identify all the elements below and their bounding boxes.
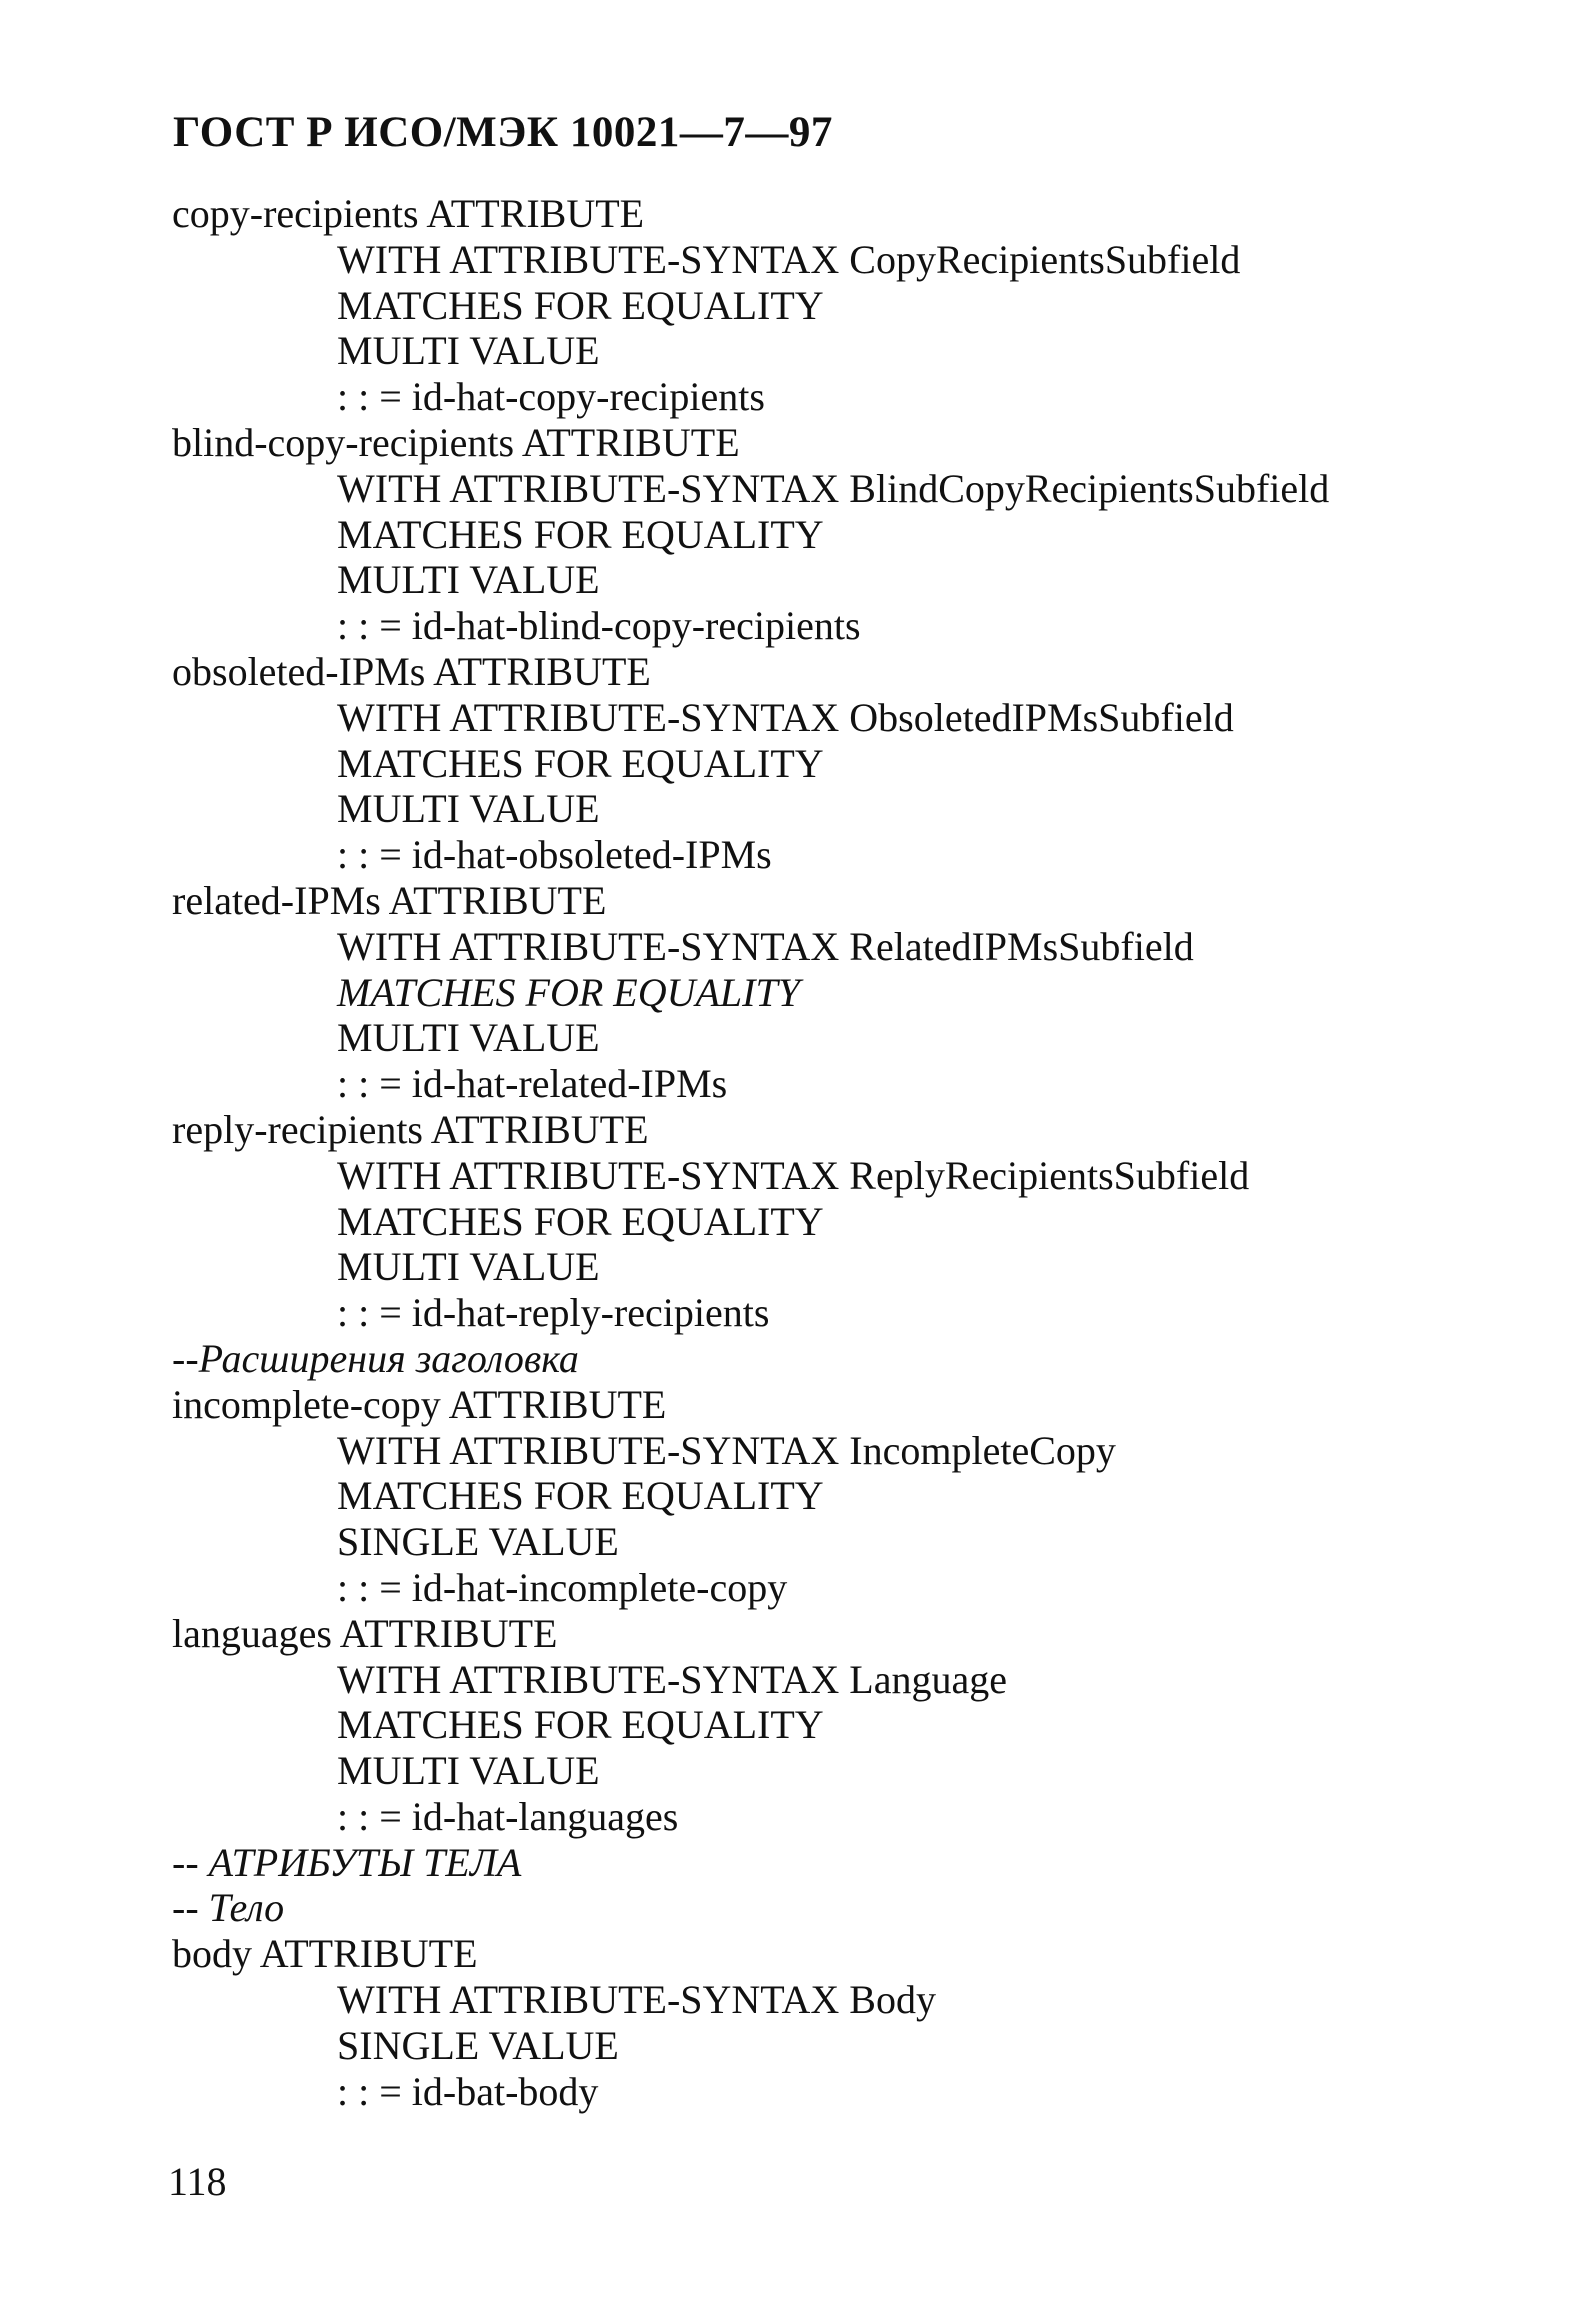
attribute-name-line: copy-recipients ATTRIBUTE: [172, 191, 645, 236]
definition-line: WITH ATTRIBUTE-SYNTAX CopyRecipientsSubfield: [337, 236, 1241, 282]
attribute-name-line: incomplete-copy ATTRIBUTE: [172, 1381, 667, 1427]
definition-line: : : = id-bat-body: [337, 2068, 599, 2114]
definition-line: MULTI VALUE: [337, 786, 600, 832]
attribute-name-line: reply-recipients ATTRIBUTE: [172, 1106, 649, 1152]
comment-line: -- Тело: [172, 1885, 285, 1931]
definition-line: MATCHES FOR EQUALITY: [337, 1473, 824, 1519]
definition-line: : : = id-hat-related-IPMs: [337, 1061, 728, 1107]
attribute-name-line: languages ATTRIBUTE: [172, 1610, 558, 1656]
definition-line: SINGLE VALUE: [337, 1519, 619, 1565]
definition-line: MATCHES FOR EQUALITY: [337, 282, 824, 328]
comment-line: --Расширения заголовка: [172, 1335, 579, 1381]
definition-line: WITH ATTRIBUTE-SYNTAX IncompleteCopy: [337, 1427, 1116, 1473]
attribute-name-line: obsoleted-IPMs ATTRIBUTE: [172, 648, 651, 694]
definition-line: : : = id-hat-languages: [337, 1793, 679, 1839]
definition-line: MATCHES FOR EQUALITY: [337, 1702, 824, 1748]
definition-line: WITH ATTRIBUTE-SYNTAX Body: [337, 1977, 936, 2023]
attribute-name-line: blind-copy-recipients ATTRIBUTE: [172, 419, 740, 465]
definition-line: MATCHES FOR EQUALITY: [337, 1198, 824, 1244]
definition-line: MULTI VALUE: [337, 557, 600, 603]
attribute-name-line: body ATTRIBUTE: [172, 1931, 478, 1977]
definition-line: MATCHES FOR EQUALITY: [337, 511, 824, 557]
definition-line: SINGLE VALUE: [337, 2022, 619, 2068]
definition-line: MULTI VALUE: [337, 1748, 600, 1794]
definition-line: MULTI VALUE: [337, 1015, 600, 1061]
definition-line: MATCHES FOR EQUALITY: [337, 740, 824, 786]
definition-line: WITH ATTRIBUTE-SYNTAX RelatedIPMsSubfield: [337, 923, 1194, 969]
definition-line: MULTI VALUE: [337, 1244, 600, 1290]
definition-line: WITH ATTRIBUTE-SYNTAX BlindCopyRecipientsSubfield: [337, 465, 1330, 511]
definition-line: MATCHES FOR EQUALITY: [337, 969, 800, 1015]
definition-line: : : = id-hat-reply-recipients: [337, 1290, 770, 1336]
definition-line: : : = id-hat-blind-copy-recipients: [337, 603, 861, 649]
page-number: 118: [168, 2159, 227, 2204]
definition-line: WITH ATTRIBUTE-SYNTAX ObsoletedIPMsSubfield: [337, 694, 1234, 740]
definition-line: : : = id-hat-obsoleted-IPMs: [337, 832, 772, 878]
comment-line: -- АТРИБУТЫ ТЕЛА: [172, 1839, 522, 1885]
definition-line: : : = id-hat-incomplete-copy: [337, 1564, 788, 1610]
asn1-definitions-block: [172, 191, 1472, 2114]
definition-line: WITH ATTRIBUTE-SYNTAX Language: [337, 1656, 1007, 1702]
attribute-name-line: related-IPMs ATTRIBUTE: [172, 877, 607, 923]
definition-line: MULTI VALUE: [337, 328, 600, 374]
definition-line: WITH ATTRIBUTE-SYNTAX ReplyRecipientsSubfield: [337, 1152, 1250, 1198]
definition-line: : : = id-hat-copy-recipients: [337, 374, 765, 420]
page-header-title: ГОСТ Р ИСО/МЭК 10021—7—97: [173, 109, 833, 156]
